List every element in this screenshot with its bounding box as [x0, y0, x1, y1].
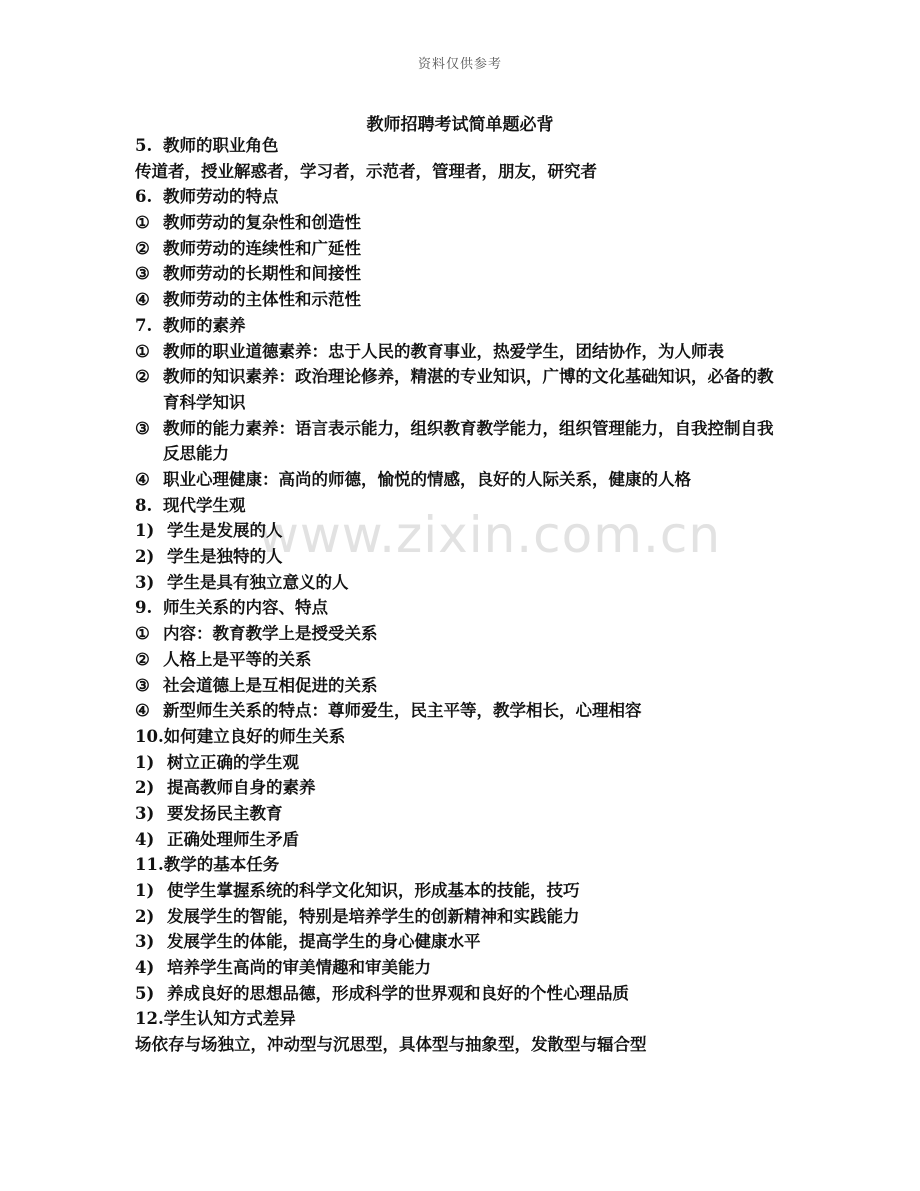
line-text: 学生是具有独立意义的人	[167, 572, 349, 592]
text-line	[135, 159, 785, 185]
line-marker: ①	[135, 624, 150, 644]
header-note: 资料仅供参考	[417, 57, 502, 72]
text-line	[135, 236, 785, 262]
line-marker: 8.	[135, 495, 153, 515]
line-text: 内容：教育教学上是授受关系	[163, 624, 378, 644]
text-line	[135, 570, 785, 596]
line-marker: 9.	[135, 598, 153, 618]
text-line	[135, 647, 785, 673]
text-line	[135, 981, 785, 1007]
text-line	[135, 518, 785, 544]
document-title: 教师招聘考试简单题必背	[366, 115, 554, 135]
line-text: 教学的基本任务	[163, 855, 280, 875]
text-line	[135, 364, 785, 415]
line-text: 教师劳动的主体性和示范性	[163, 290, 361, 310]
line-marker: ④	[135, 701, 150, 721]
line-text: 教师的素养	[163, 315, 246, 335]
text-line	[135, 904, 785, 930]
text-line	[135, 775, 785, 801]
line-text: 发展学生的智能，特别是培养学生的创新精神和实践能力	[167, 906, 580, 926]
line-text: 现代学生观	[163, 495, 246, 515]
line-marker: ③	[135, 264, 150, 284]
text-line	[135, 544, 785, 570]
document-body	[135, 133, 785, 1058]
text-line	[135, 750, 785, 776]
line-marker: ③	[135, 675, 150, 695]
line-text: 正确处理师生矛盾	[167, 829, 299, 849]
line-text: 师生关系的内容、特点	[163, 598, 328, 618]
text-line	[135, 313, 785, 339]
text-line	[135, 1006, 785, 1032]
line-marker: 1)	[135, 881, 155, 900]
line-text: 养成良好的思想品德，形成科学的世界观和良好的个性心理品质	[167, 983, 629, 1003]
line-text: 职业心理健康：高尚的师德，愉悦的情感，良好的人际关系，健康的人格	[163, 470, 691, 489]
text-line	[135, 493, 785, 519]
text-line	[135, 621, 785, 647]
line-marker: 2)	[135, 547, 155, 567]
line-text: 如何建立良好的师生关系	[163, 726, 346, 746]
text-line	[135, 852, 785, 878]
line-marker: ①	[135, 341, 150, 361]
text-line	[135, 955, 785, 981]
text-line	[135, 339, 785, 365]
line-text: 场依存与场独立，冲动型与沉思型，具体型与抽象型，发散型与辐合型	[135, 1035, 647, 1055]
text-line	[135, 210, 785, 236]
line-text: 教师的职业角色	[163, 136, 279, 155]
line-text: 人格上是平等的关系	[163, 649, 312, 669]
text-line	[135, 416, 785, 467]
line-text: 要发扬民主教育	[167, 803, 283, 823]
line-marker: 1)	[135, 752, 155, 772]
text-line	[135, 673, 785, 699]
line-marker: 3)	[135, 572, 155, 592]
line-text: 教师劳动的特点	[163, 187, 279, 207]
line-text: 教师劳动的连续性和广延性	[163, 238, 361, 258]
line-marker: 10.	[135, 726, 164, 746]
text-line	[135, 698, 785, 724]
line-marker: 5)	[135, 983, 155, 1003]
line-text: 教师的能力素养：语言表示能力，组织教育教学能力，组织管理能力，自我控制自我反思能力	[163, 418, 774, 464]
line-marker: 3)	[135, 932, 155, 952]
line-text: 学生是独特的人	[167, 547, 283, 567]
line-marker: 4)	[135, 958, 155, 978]
line-marker: 7.	[135, 315, 153, 335]
line-text: 学生是发展的人	[167, 521, 283, 541]
line-marker: ①	[135, 213, 150, 233]
line-marker: 6.	[135, 187, 153, 207]
text-line	[135, 184, 785, 210]
line-text: 培养学生高尚的审美情趣和审美能力	[167, 958, 431, 978]
text-line	[135, 929, 785, 955]
line-marker: 5.	[135, 136, 153, 155]
line-text: 教师的知识素养：政治理论修养，精湛的专业知识，广博的文化基础知识，必备的教育科学知识	[163, 367, 774, 412]
line-marker: ②	[135, 649, 150, 669]
line-text: 发展学生的体能，提高学生的身心健康水平	[167, 932, 481, 952]
line-marker: 12.	[135, 1009, 164, 1029]
text-line	[135, 133, 785, 159]
line-text: 提高教师自身的素养	[167, 778, 316, 798]
line-marker: 2)	[135, 906, 155, 926]
line-text: 新型师生关系的特点：尊师爱生，民主平等，教学相长，心理相容	[163, 701, 642, 721]
line-text: 社会道德上是互相促进的关系	[163, 675, 378, 695]
line-text: 学生认知方式差异	[163, 1009, 296, 1029]
text-line	[135, 801, 785, 827]
line-marker: 1)	[135, 521, 155, 541]
line-text: 教师的职业道德素养：忠于人民的教育事业，热爱学生，团结协作，为人师表	[163, 341, 724, 361]
line-marker: 4)	[135, 829, 155, 849]
text-line	[135, 1032, 785, 1058]
line-marker: 3)	[135, 803, 155, 823]
watermark: www.zixin.com.cn	[258, 506, 722, 564]
line-marker: ④	[135, 470, 150, 489]
text-line	[135, 724, 785, 750]
line-marker: 2)	[135, 778, 155, 798]
line-marker: ②	[135, 367, 150, 387]
text-line	[135, 595, 785, 621]
text-line	[135, 287, 785, 313]
text-line	[135, 467, 785, 493]
line-marker: 11.	[135, 855, 164, 875]
text-line	[135, 261, 785, 287]
line-text: 教师劳动的长期性和间接性	[163, 264, 361, 284]
line-marker: ②	[135, 238, 150, 258]
line-text: 使学生掌握系统的科学文化知识，形成基本的技能，技巧	[167, 881, 580, 900]
line-text: 传道者，授业解惑者，学习者，示范者，管理者，朋友，研究者	[135, 161, 597, 181]
text-line	[135, 878, 785, 904]
line-text: 教师劳动的复杂性和创造性	[163, 213, 361, 233]
text-line	[135, 827, 785, 853]
line-text: 树立正确的学生观	[167, 752, 299, 772]
line-marker: ③	[135, 418, 150, 438]
line-marker: ④	[135, 290, 150, 310]
